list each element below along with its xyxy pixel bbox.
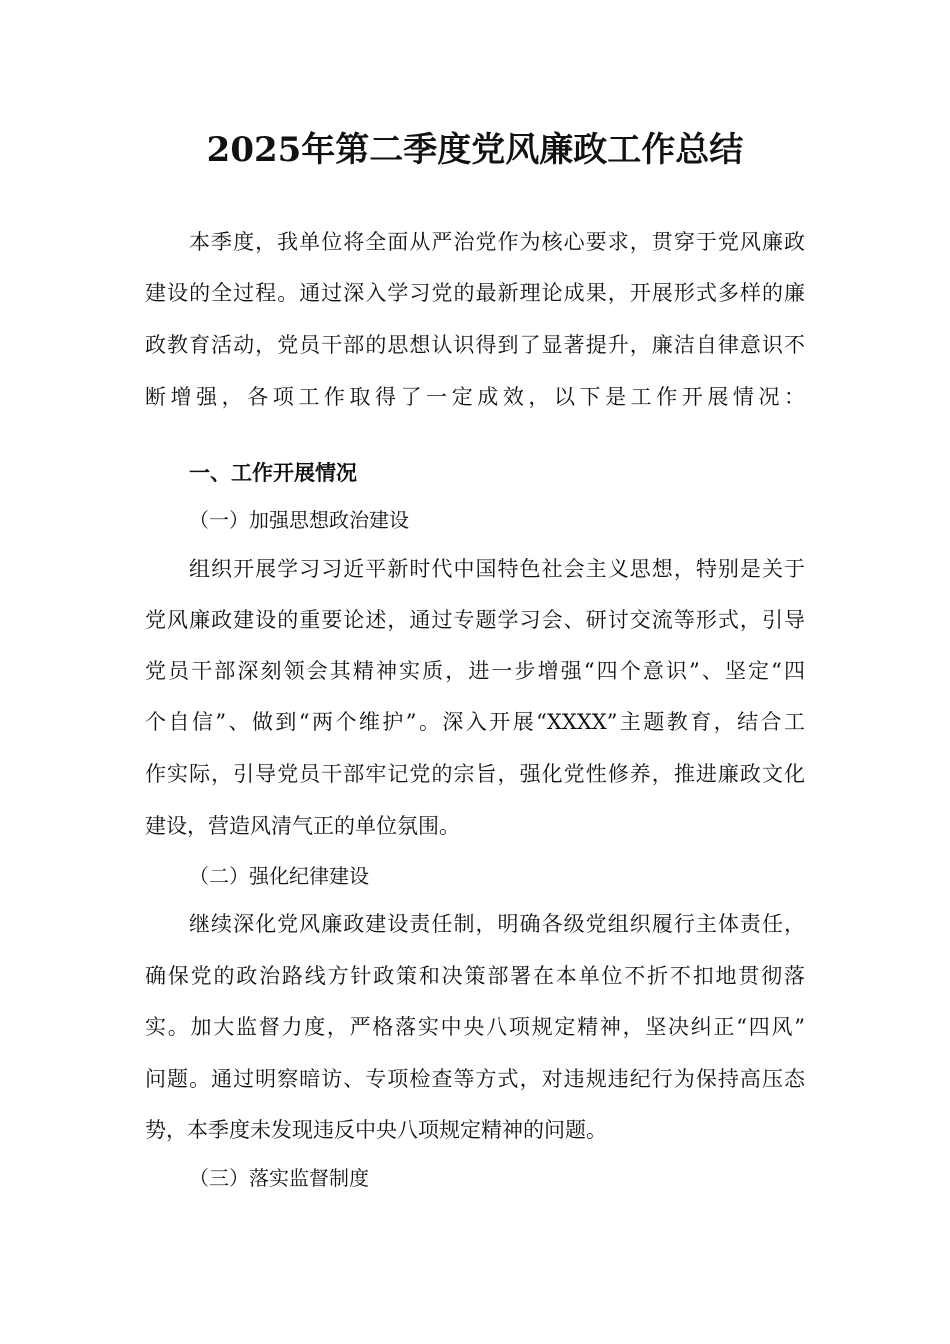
- document-title: 2025年第二季度党风廉政工作总结: [206, 130, 744, 170]
- subsection-heading: （三）落实监督制度: [189, 1166, 369, 1190]
- text-line: 党员干部深刻领会其精神实质，进一步增强“四个意识”、坚定“四: [145, 659, 805, 683]
- subsection-heading: （二）强化纪律建设: [189, 864, 369, 888]
- text-line: 政教育活动，党员干部的思想认识得到了显著提升，廉洁自律意识不: [145, 333, 805, 357]
- text-line: 实。加大监督力度，严格落实中央八项规定精神，坚决纠正“四风”: [145, 1015, 805, 1039]
- text-line: 党风廉政建设的重要论述，通过专题学习会、研讨交流等形式，引导: [145, 608, 805, 632]
- text-line: 本季度，我单位将全面从严治党作为核心要求，贯穿于党风廉政: [189, 230, 805, 254]
- text-line: 组织开展学习习近平新时代中国特色社会主义思想，特别是关于: [189, 557, 805, 581]
- text-line: 个自信”、做到“两个维护”。深入开展“XXXX”主题教育，结合工: [145, 710, 805, 734]
- text-line: 作实际，引导党员干部牢记党的宗旨，强化党性修养，推进廉政文化: [145, 762, 805, 786]
- text-line: 建设，营造风清气正的单位氛围。: [145, 814, 460, 838]
- text-line: 继续深化党风廉政建设责任制，明确各级党组织履行主体责任，: [189, 912, 805, 936]
- text-line: 势，本季度未发现违反中央八项规定精神的问题。: [145, 1118, 607, 1142]
- text-line: 断增强，各项工作取得了一定成效，以下是工作开展情况：: [145, 385, 805, 409]
- text-line: 确保党的政治路线方针政策和决策部署在本单位不折不扣地贯彻落: [145, 964, 805, 988]
- section-heading: 一、工作开展情况: [189, 461, 357, 485]
- text-line: 问题。通过明察暗访、专项检查等方式，对违规违纪行为保持高压态: [145, 1067, 805, 1091]
- subsection-heading: （一）加强思想政治建设: [189, 508, 409, 532]
- text-line: 建设的全过程。通过深入学习党的最新理论成果，开展形式多样的廉: [145, 281, 805, 305]
